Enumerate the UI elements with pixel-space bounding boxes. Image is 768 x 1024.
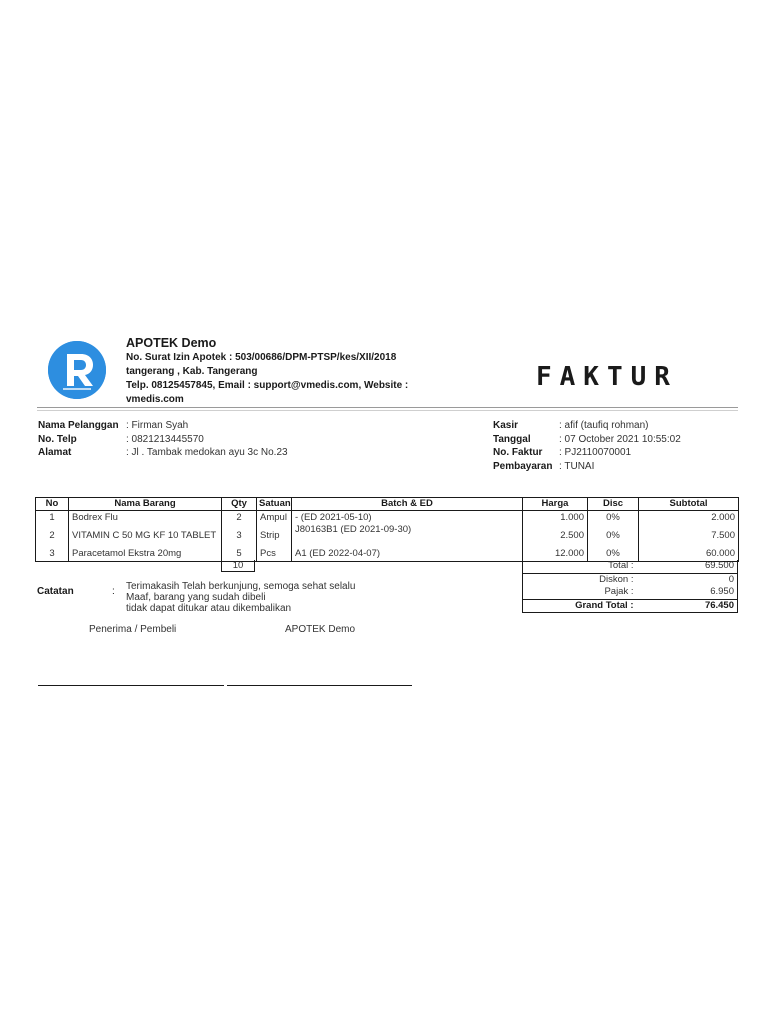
item-disc: 0%: [588, 524, 639, 547]
column-header-name: Nama Barang: [69, 498, 222, 511]
store-contact: Telp. 08125457845, Email : support@vmedis.com, Website :: [126, 380, 409, 391]
invoice-number-label: No. Faktur: [493, 447, 543, 458]
column-header-qty: Qty: [222, 498, 257, 511]
tax-row: [523, 586, 738, 599]
invoice-date: : 07 October 2021 10:55:02: [559, 433, 681, 445]
item-subtotal: 60.000: [639, 547, 739, 562]
row-no: 2: [36, 524, 69, 547]
notes-colon: :: [112, 586, 115, 597]
tax-value: 6.950: [637, 586, 738, 599]
buyer-signature-line: [38, 685, 224, 686]
item-name: Paracetamol Ekstra 20mg: [69, 547, 222, 562]
customer-address-row: [38, 446, 288, 460]
item-unit: Ampul: [257, 511, 292, 524]
r-logo-icon: [48, 341, 106, 399]
buyer-signature-label: Penerima / Pembeli: [89, 624, 177, 635]
column-header-batch: Batch & ED: [292, 498, 523, 511]
notes-line: Maaf, barang yang sudah dibeli: [126, 592, 266, 603]
header-divider: [37, 407, 738, 408]
total-label: Total :: [523, 560, 637, 573]
notes-label: Catatan: [37, 586, 74, 597]
item-price: 12.000: [523, 547, 588, 562]
items-table: [35, 497, 739, 562]
grand-total-label: Grand Total :: [523, 599, 637, 613]
seller-signature-label: APOTEK Demo: [285, 624, 356, 635]
customer-phone: : 0821213445570: [126, 433, 204, 445]
item-batch: - (ED 2021-05-10): [292, 511, 523, 524]
customer-name-label: Nama Pelanggan: [38, 420, 119, 431]
item-disc: 0%: [588, 547, 639, 562]
item-price: 2.500: [523, 524, 588, 547]
license-number: No. Surat Izin Apotek : 503/00686/DPM-PTSP/kes/XII/2018: [126, 352, 397, 363]
customer-name-row: [38, 419, 288, 433]
item-batch: A1 (ED 2022-04-07): [292, 547, 523, 562]
table-header-row: [36, 498, 739, 511]
row-no: 3: [36, 547, 69, 562]
customer-phone-label: No. Telp: [38, 433, 77, 445]
item-qty: 2: [222, 511, 257, 524]
item-subtotal: 2.000: [639, 511, 739, 524]
invoice-number: : PJ2110070001: [559, 447, 632, 458]
column-header-unit: Satuan: [257, 498, 292, 511]
tax-label: Pajak :: [523, 586, 637, 599]
grand-total-row: [523, 599, 738, 613]
store-website: vmedis.com: [126, 394, 184, 405]
grand-total-value: 76.450: [637, 599, 738, 613]
item-name: VITAMIN C 50 MG KF 10 TABLET: [69, 524, 222, 547]
invoice-number-row: [493, 446, 681, 460]
cashier-label: Kasir: [493, 420, 519, 431]
cashier-row: [493, 419, 681, 433]
notes-text: [126, 581, 355, 614]
invoice-info: [493, 419, 681, 473]
table-row: [36, 511, 739, 524]
item-disc: 0%: [588, 511, 639, 524]
item-price: 1.000: [523, 511, 588, 524]
item-batch: J80163B1 (ED 2021-09-30): [292, 524, 523, 547]
payment-label: Pembayaran: [493, 460, 553, 472]
date-label: Tanggal: [493, 433, 531, 445]
date-row: [493, 433, 681, 447]
discount-value: 0: [637, 573, 738, 586]
table-row: [36, 524, 739, 547]
total-row: [523, 560, 738, 573]
column-header-no: No: [36, 498, 69, 511]
store-address: tangerang , Kab. Tangerang: [126, 366, 258, 377]
item-unit: Pcs: [257, 547, 292, 562]
column-header-disc: Disc: [588, 498, 639, 511]
customer-address-label: Alamat: [38, 447, 72, 458]
notes-line: Terimakasih Telah berkunjung, semoga sehat selalu: [126, 581, 356, 592]
column-header-subtotal: Subtotal: [639, 498, 739, 511]
cashier-name: : afif (taufiq rohman): [559, 420, 649, 431]
customer-phone-row: [38, 433, 288, 447]
discount-label: Diskon :: [523, 573, 637, 586]
customer-name: : Firman Syah: [126, 420, 189, 431]
header-divider-secondary: [37, 410, 738, 411]
store-info: [126, 335, 436, 407]
payment-row: [493, 460, 681, 474]
document-title: FAKTUR: [536, 362, 678, 392]
total-value: 69.500: [637, 560, 738, 573]
qty-total: 10: [221, 560, 255, 572]
item-name: Bodrex Flu: [69, 511, 222, 524]
seller-signature-line: [227, 685, 412, 686]
customer-info: [38, 419, 288, 460]
item-qty: 5: [222, 547, 257, 562]
row-no: 1: [36, 511, 69, 524]
item-subtotal: 7.500: [639, 524, 739, 547]
item-unit: Strip: [257, 524, 292, 547]
item-qty: 3: [222, 524, 257, 547]
totals-table: [522, 560, 738, 613]
store-name: APOTEK Demo: [126, 336, 217, 350]
notes-line: tidak dapat ditukar atau dikembalikan: [126, 603, 292, 614]
discount-row: [523, 573, 738, 586]
payment-method: : TUNAI: [559, 460, 595, 472]
customer-address: : Jl . Tambak medokan ayu 3c No.23: [126, 447, 288, 458]
column-header-price: Harga: [523, 498, 588, 511]
